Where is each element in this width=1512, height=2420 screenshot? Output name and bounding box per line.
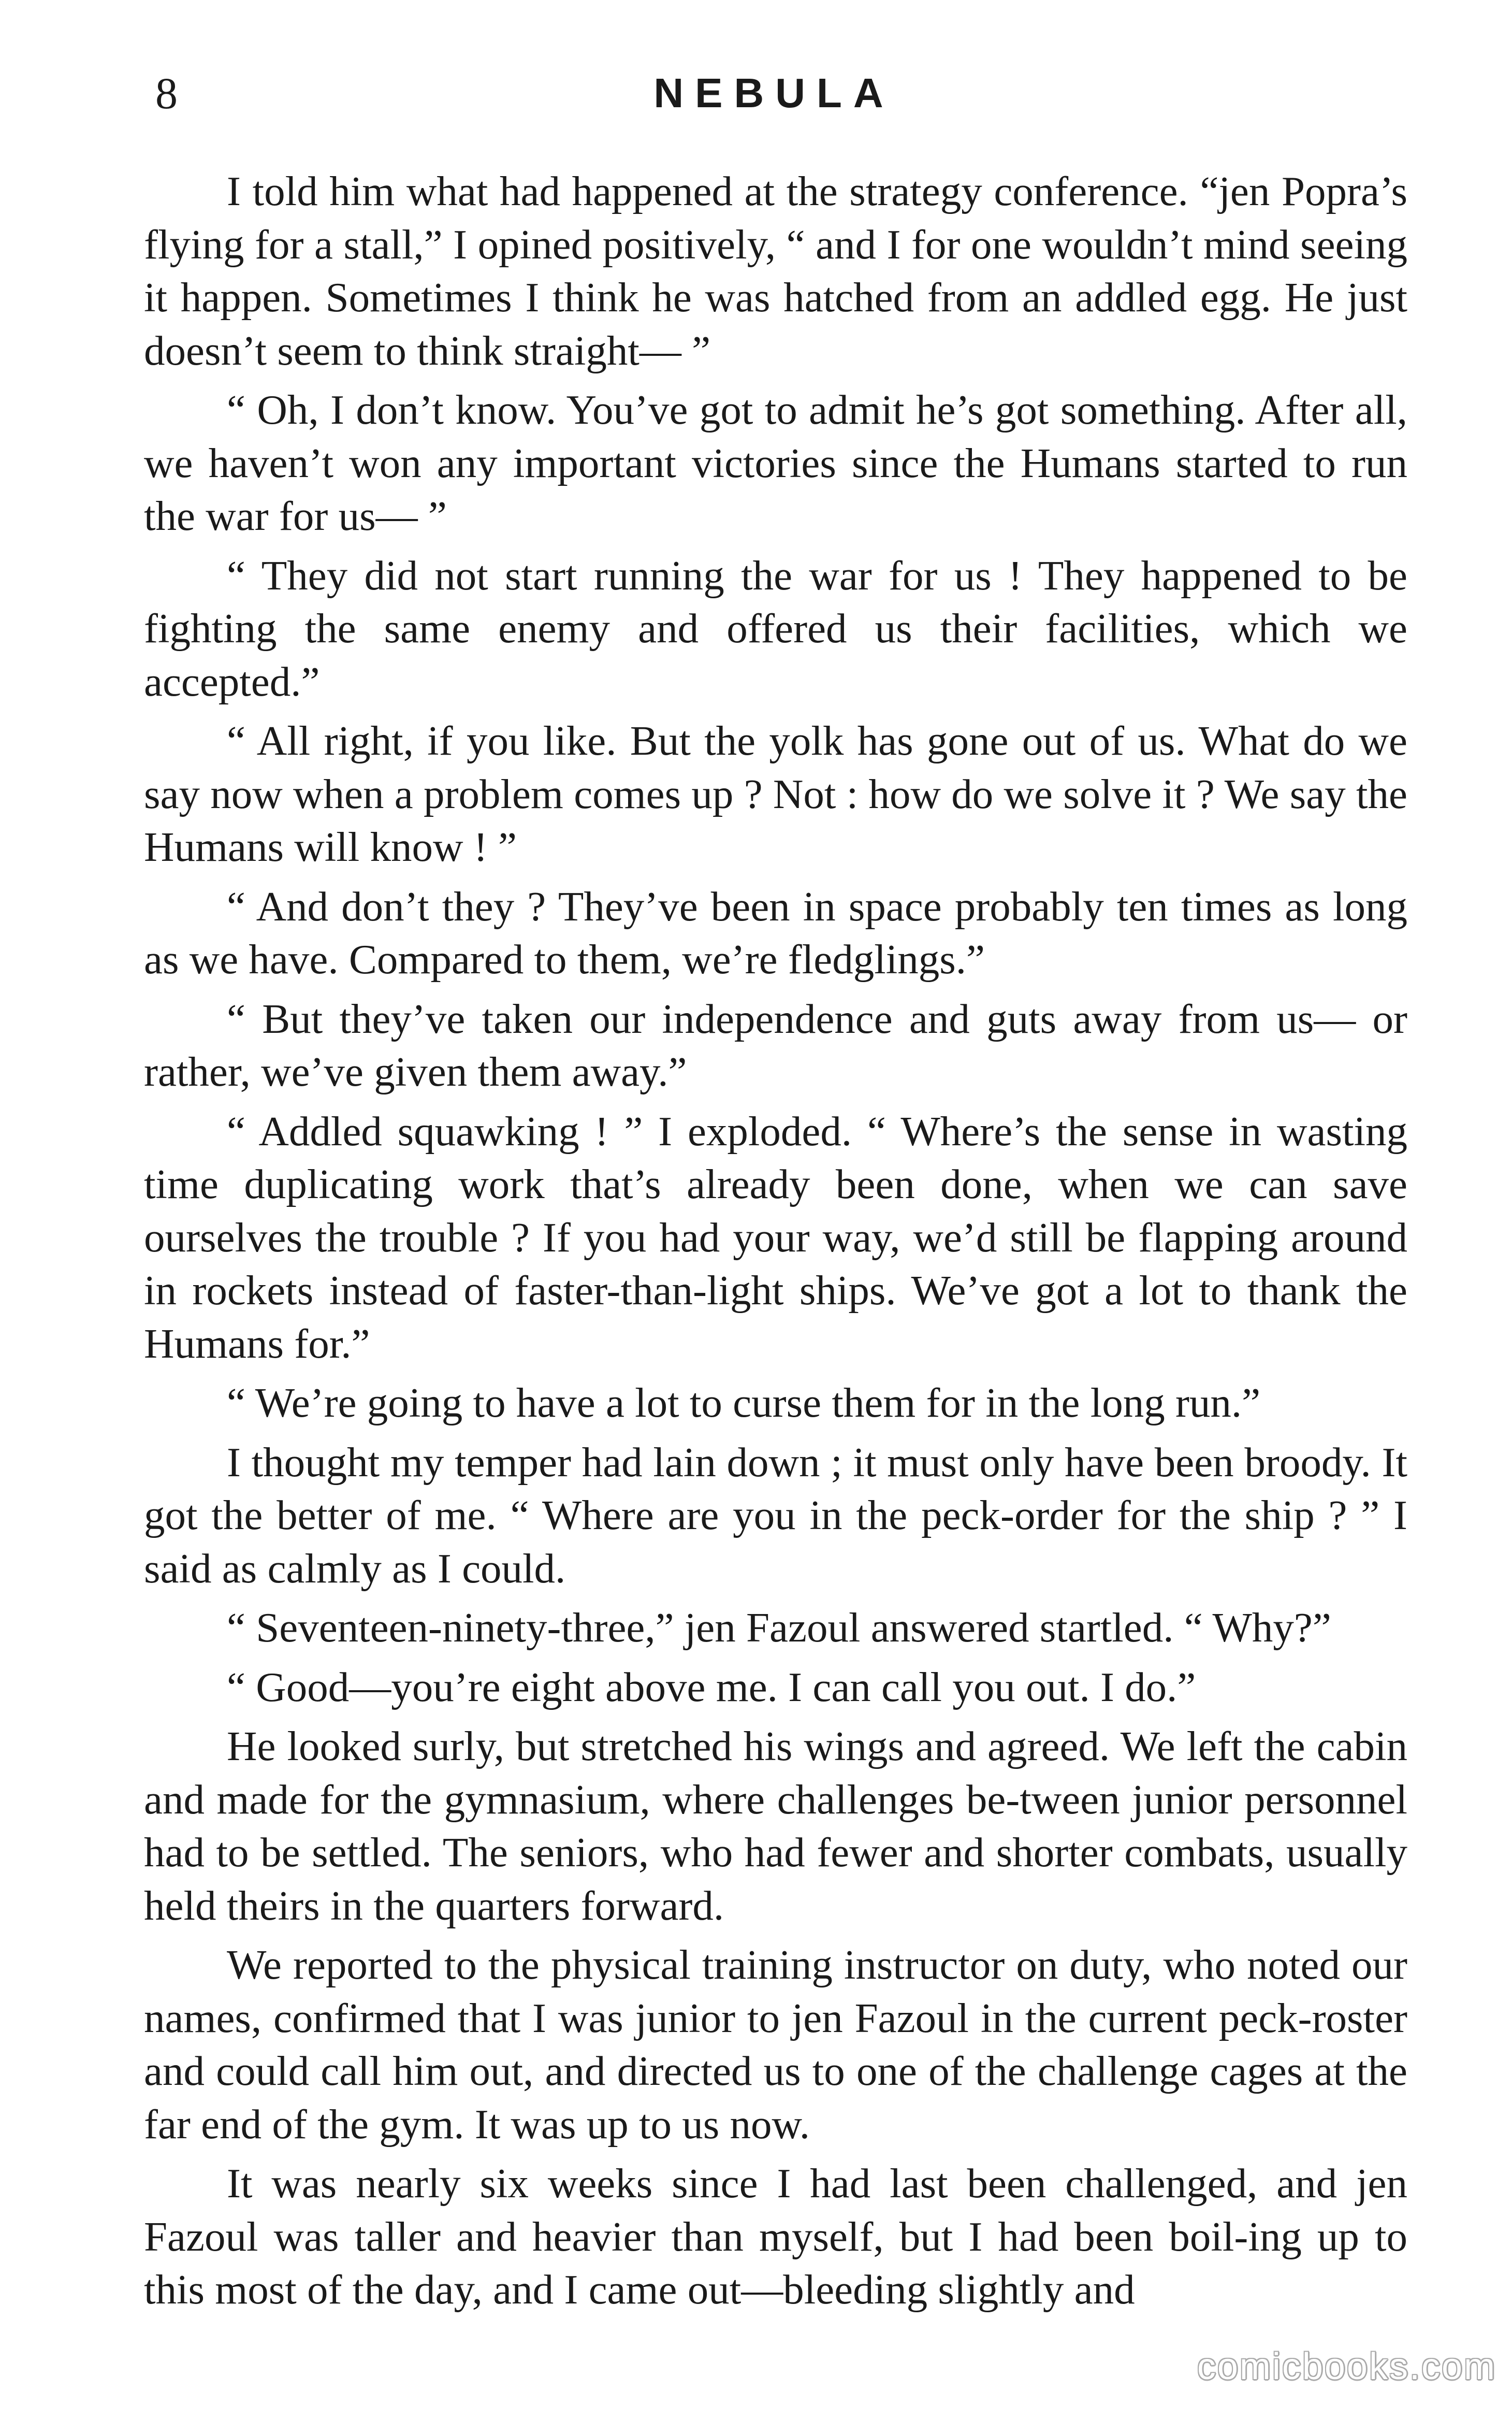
paragraph: It was nearly six weeks since I had last been challenged, and jen Fazoul was taller and heavier than myself, but I had been boil-ing up to this most of the day, and I came out—bleeding slightly and xyxy=(144,2160,1407,2313)
paragraph: We reported to the physical training instructor on duty, who noted our names, confirmed that I was junior to jen Fazoul in the current peck-roster and could call him out, and directed us to one of the challenge cages at the far end of the gym. It was up to us now. xyxy=(144,1941,1407,2148)
page-header xyxy=(140,57,1408,129)
paragraph: “ Oh, I don’t know. You’ve got to admit he’s got something. After all, we haven’t won any important victories since the Humans started to run the war for us— ” xyxy=(144,386,1407,539)
paragraph: “ Seventeen-ninety-three,” jen Fazoul answered startled. “ Why?” xyxy=(227,1604,1331,1651)
paragraph: “ And don’t they ? They’ve been in space probably ten times as long as we have. Compared to them, we’re fledglings.” xyxy=(144,883,1407,983)
body-text xyxy=(144,165,1407,2323)
paragraph: “ They did not start running the war for us ! They happened to be fighting the same enemy and offered us their facilities, which we accepted.” xyxy=(144,552,1407,705)
paragraph: I told him what had happened at the strategy conference. “jen Popra’s flying for a stall,” I opined positively, “ and I for one wouldn’t mind seeing it happen. Sometimes I think he was hatched from an addled egg. He just doesn’t seem to think straight— ” xyxy=(144,168,1407,374)
paragraph: He looked surly, but stretched his wings and agreed. We left the cabin and made for the gymnasium, where challenges be-tween junior personnel had to be settled. The seniors, who had fewer and shorter combats, usually held theirs in the quarters forward. xyxy=(144,1723,1407,1929)
paragraph: “ Good—you’re eight above me. I can call you out. I do.” xyxy=(227,1663,1196,1710)
paragraph: I thought my temper had lain down ; it must only have been broody. It got the better of me. “ Where are you in the peck-order for the ship ? ” I said as calmly as I could. xyxy=(144,1438,1407,1592)
paragraph: “ But they’ve taken our independence and guts away from us— or rather, we’ve given them away.” xyxy=(144,995,1407,1095)
paragraph: “ We’re going to have a lot to curse them for in the long run.” xyxy=(227,1379,1261,1426)
page-number: 8 xyxy=(155,68,178,118)
running-title: NEBULA xyxy=(653,70,895,116)
watermark: comicbooks.com xyxy=(1197,2346,1496,2387)
paragraph: “ All right, if you like. But the yolk has gone out of us. What do we say now when a problem comes up ? Not : how do we solve it ? We say the Humans will know ! ” xyxy=(144,717,1407,870)
paragraph: “ Addled squawking ! ” I exploded. “ Where’s the sense in wasting time duplicating work that’s already been done, when we can save ourselves the trouble ? If you had your way, we’d still be flapping around in rockets instead of faster-than-light ships. We’ve got a lot to thank the Humans for.” xyxy=(144,1107,1407,1367)
